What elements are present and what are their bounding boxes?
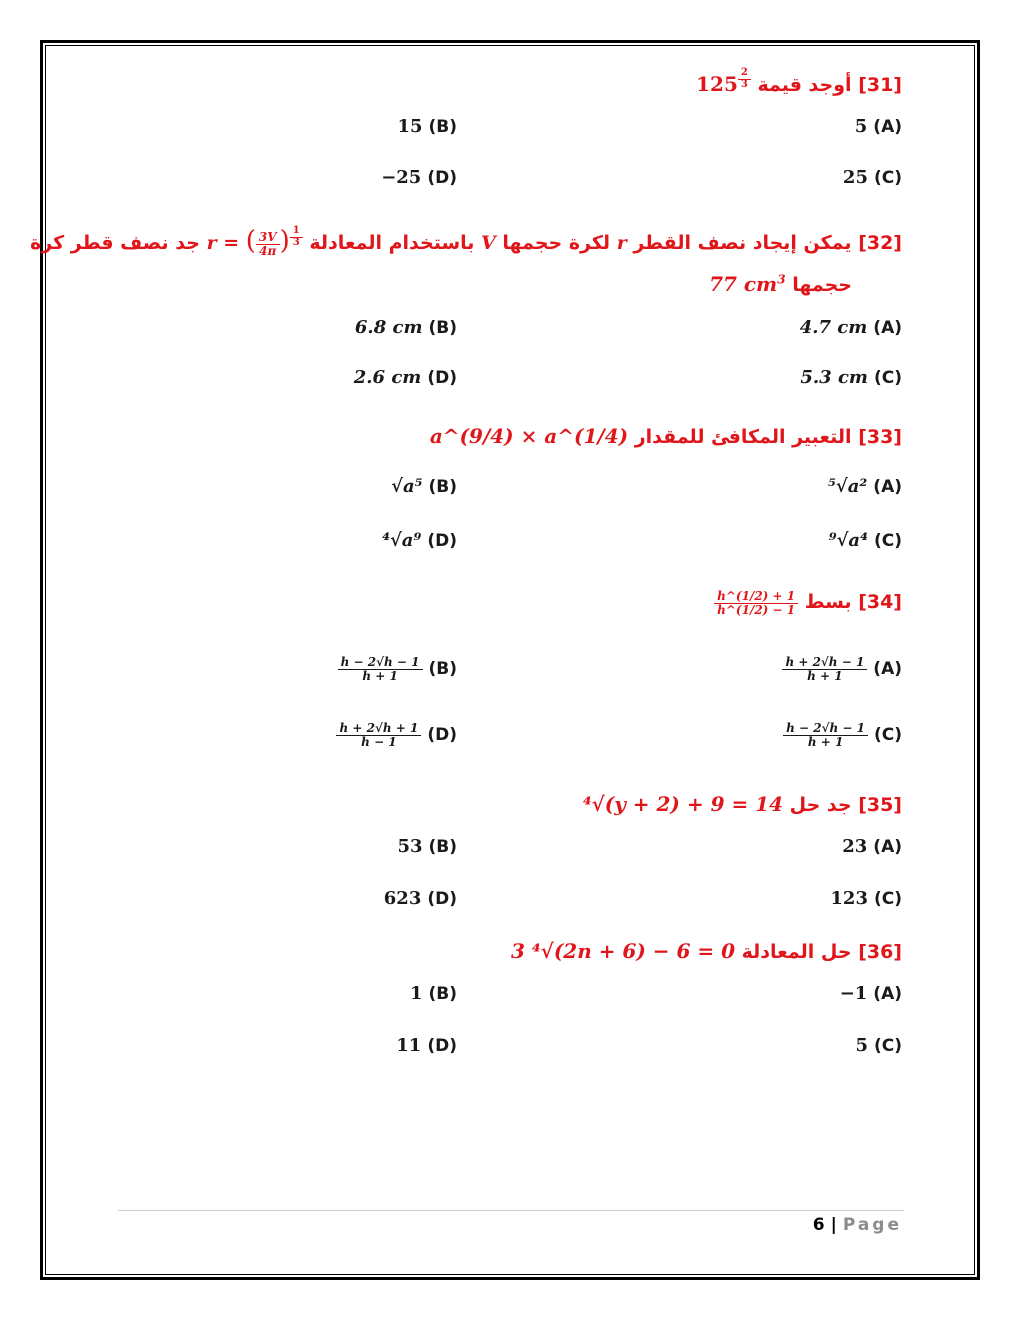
question-expression: 3 ⁴√(2n + 6) − 6 = 0 <box>511 939 736 963</box>
page-word: Page <box>842 1215 902 1235</box>
option-d[interactable]: 2.6 cm (D) <box>353 367 457 388</box>
option-a[interactable]: ⁵√a² (A) <box>828 476 902 497</box>
question-expression: a^(9/4) × a^(1/4) <box>429 424 629 448</box>
option-a[interactable]: 4.7 cm (A) <box>799 317 902 338</box>
question-35: [35] جد حل ⁴√(y + 2) + 9 = 14 <box>582 792 902 816</box>
option-b[interactable]: √a⁵ (B) <box>391 476 457 497</box>
option-a[interactable]: $\frac{h + 2√h - 1}{h + 1}$ (A) <box>782 656 902 682</box>
option-c[interactable]: ⁹√a⁴ (C) <box>828 530 902 551</box>
question-32-line2: حجمها 77 $cm^3$ <box>709 272 852 296</box>
option-d[interactable]: $\frac{h + 2√h + 1}{h - 1}$ (D) <box>336 722 457 748</box>
question-34: [34] بسط $\frac{h\^{}(1/2) + 1}{h\^{}(1/2) - 1}$ <box>714 590 902 616</box>
option-d[interactable]: 11 (D) <box>396 1035 457 1056</box>
option-d[interactable]: 623 (D) <box>383 888 457 909</box>
page-number: 6 <box>812 1215 825 1235</box>
option-d[interactable]: −25 (D) <box>381 167 457 188</box>
page-footer: 6 | Page <box>812 1215 902 1235</box>
option-b[interactable]: $\frac{h - 2√h - 1}{h + 1}$ (B) <box>338 656 457 682</box>
option-b[interactable]: 53 (B) <box>397 836 457 857</box>
option-a[interactable]: 5 (A) <box>854 116 902 137</box>
question-expression: ⁴√(y + 2) + 9 = 14 <box>582 792 783 816</box>
footer-divider <box>118 1210 904 1211</box>
option-d[interactable]: ⁴√a⁹ (D) <box>382 530 457 551</box>
question-expression: $\frac{h\^{}(1/2) + 1}{h\^{}(1/2) - 1}$ <box>714 590 798 616</box>
question-31 <box>696 67 902 96</box>
option-c[interactable]: 123 (C) <box>830 888 902 909</box>
question-32: [32] يمكن إيجاد نصف القطر r لكرة حجمها V باستخدام المعادلة r = ( $\frac{3V}{4\pi}$ ) $\frac{1}{3}$ جد نصف قطر كرة <box>30 225 902 258</box>
option-c[interactable]: $\frac{h - 2√h - 1}{h + 1}$ (C) <box>783 722 902 748</box>
option-c[interactable]: 25 (C) <box>842 167 902 188</box>
option-b[interactable]: 1 (B) <box>409 983 457 1004</box>
question-33: [33] التعبير المكافئ للمقدار a^(9/4) × a^(1/4) <box>429 424 902 448</box>
question-text: أوجد قيمة <box>757 74 852 96</box>
option-a[interactable]: 23 (A) <box>842 836 902 857</box>
option-c[interactable]: 5 (C) <box>855 1035 902 1056</box>
question-expression: 125 $\frac{2}{3}$ <box>696 72 751 96</box>
option-b[interactable]: 6.8 cm (B) <box>354 317 457 338</box>
option-b[interactable]: 15 (B) <box>397 116 457 137</box>
option-c[interactable]: 5.3 cm (C) <box>800 367 902 388</box>
option-a[interactable]: −1 (A) <box>839 983 902 1004</box>
formula: r = ( $\frac{3V}{4\pi}$ ) $\frac{1}{3}$ <box>207 226 303 257</box>
question-number: [31] <box>858 74 902 96</box>
question-36: [36] حل المعادلة 3 ⁴√(2n + 6) − 6 = 0 <box>511 939 902 963</box>
